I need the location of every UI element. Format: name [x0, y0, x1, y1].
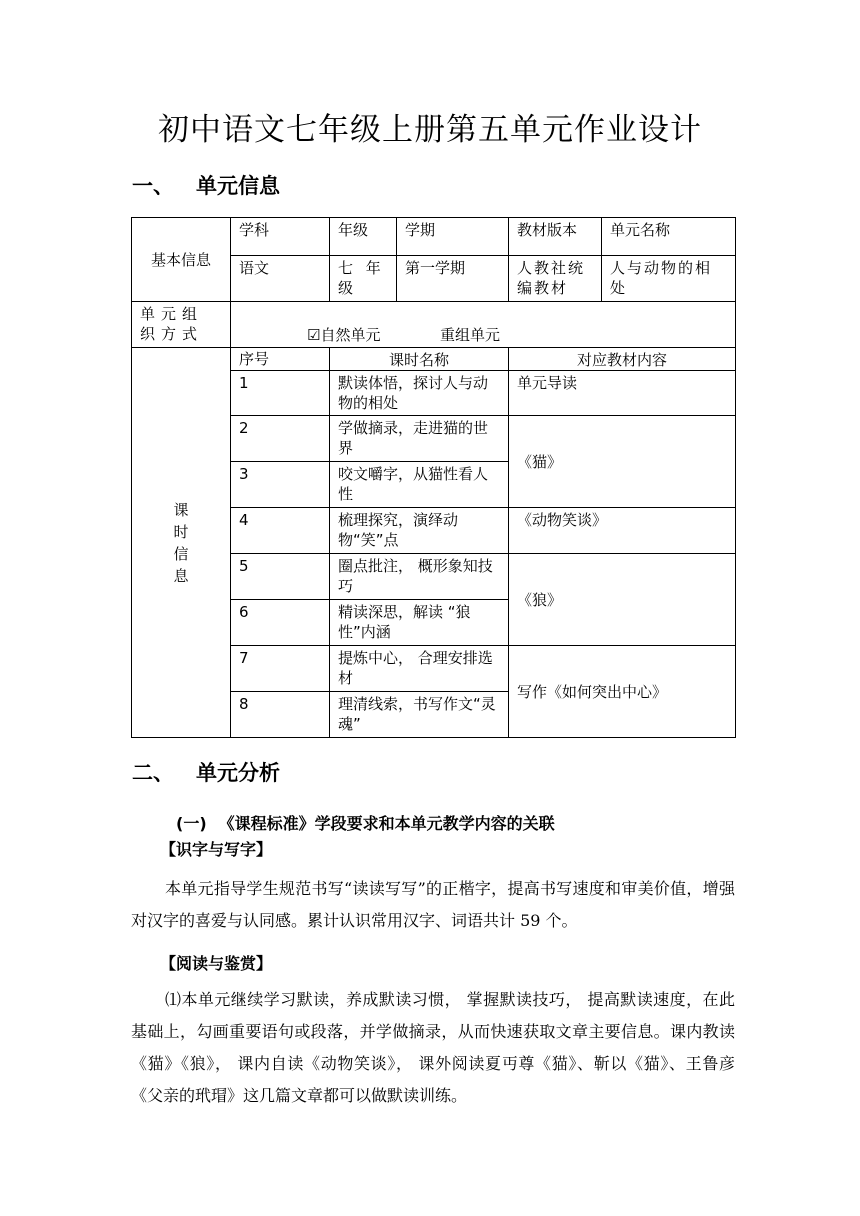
table-row	[132, 218, 736, 256]
section-title: 单元信息	[196, 174, 280, 198]
subsection-heading	[176, 812, 555, 836]
lesson-no: 5	[231, 554, 330, 600]
document-title: 初中语文七年级上册第五单元作业设计	[158, 112, 702, 148]
org-options	[231, 302, 736, 348]
lesson-header-name: 课时名称	[330, 348, 509, 371]
checked-box-icon[interactable]: ☑	[307, 326, 321, 344]
basic-info-label: 基本信息	[132, 218, 231, 302]
lesson-header-content: 对应教材内容	[509, 348, 736, 371]
table-row	[132, 302, 736, 348]
lesson-name: 咬文嚼字，从猫性看人性	[330, 462, 509, 508]
value-cell: 人教社统编教材	[509, 256, 602, 302]
reading-heading: 【阅读与鉴赏】	[160, 954, 273, 973]
paragraph-text: 本单元指导学生规范书写“读读写写”的正楷字，提高书写速度和审美价值，增强对汉字的喜爱与认同感。累计认识常用汉字、词语共计 59 个。	[131, 879, 735, 930]
lesson-info-label: 课 时 信 息	[132, 348, 231, 738]
paragraph-text: ⑴本单元继续学习默读，养成默读习惯， 掌握默读技巧， 提高默读速度，在此基础上，勾画重要语句或段落，并学做摘录，从而快速获取文章主要信息。课内教读《猫》《狼》， 课内自读《动物笑谈》， 课外阅读夏丏尊《猫》、靳以《猫》、王鲁彦《父亲的玳瑁》这几篇文章都可以做默读训练。	[131, 990, 735, 1105]
value-cell: 第一学期	[397, 256, 509, 302]
value-cell: 人与动物的相处	[602, 256, 736, 302]
lesson-content: 写作《如何突出中心》	[509, 646, 736, 738]
lesson-content: 《动物笑谈》	[509, 508, 736, 554]
lesson-name: 精读深思，解读 “狼性”内涵	[330, 600, 509, 646]
lesson-name: 圈点批注， 概形象知技巧	[330, 554, 509, 600]
lesson-name: 梳理探究，演绎动物“笑”点	[330, 508, 509, 554]
header-cell: 教材版本	[509, 218, 602, 256]
lesson-no: 6	[231, 600, 330, 646]
lesson-name: 理清线索，书写作文“灵魂”	[330, 692, 509, 738]
org-option-natural: 自然单元	[320, 326, 381, 344]
org-option-regroup: 重组单元	[440, 326, 501, 344]
org-label: 单元组织方式	[132, 302, 231, 348]
lesson-no: 4	[231, 508, 330, 554]
section-heading-unit-info	[132, 171, 280, 201]
lesson-name: 学做摘录，走进猫的世界	[330, 416, 509, 462]
header-cell: 学期	[397, 218, 509, 256]
section-heading-unit-analysis	[132, 758, 280, 788]
section-number: 一、	[132, 174, 174, 198]
lesson-no: 2	[231, 416, 330, 462]
header-cell: 单元名称	[602, 218, 736, 256]
header-cell: 年级	[330, 218, 397, 256]
subsection-title: 《课程标准》学段要求和本单元教学内容的关联	[218, 814, 555, 833]
lesson-no: 3	[231, 462, 330, 508]
header-cell: 学科	[231, 218, 330, 256]
lesson-header-no: 序号	[231, 348, 330, 371]
lesson-no: 8	[231, 692, 330, 738]
lesson-content: 单元导读	[509, 371, 736, 416]
value-cell: 语文	[231, 256, 330, 302]
subsection-number: (一)	[176, 814, 207, 833]
section-title: 单元分析	[196, 761, 280, 785]
lesson-content: 《狼》	[509, 554, 736, 646]
lesson-content: 《猫》	[509, 416, 736, 508]
literacy-heading: 【识字与写字】	[160, 840, 273, 859]
section-number: 二、	[132, 761, 174, 785]
lesson-name: 提炼中心， 合理安排选材	[330, 646, 509, 692]
lesson-no: 7	[231, 646, 330, 692]
reading-paragraph	[131, 984, 735, 1112]
unit-info-table	[131, 217, 736, 738]
literacy-paragraph	[131, 873, 735, 937]
table-row	[132, 348, 736, 371]
value-cell: 七 年 级	[330, 256, 397, 302]
lesson-name: 默读体悟，探讨人与动物的相处	[330, 371, 509, 416]
lesson-no: 1	[231, 371, 330, 416]
